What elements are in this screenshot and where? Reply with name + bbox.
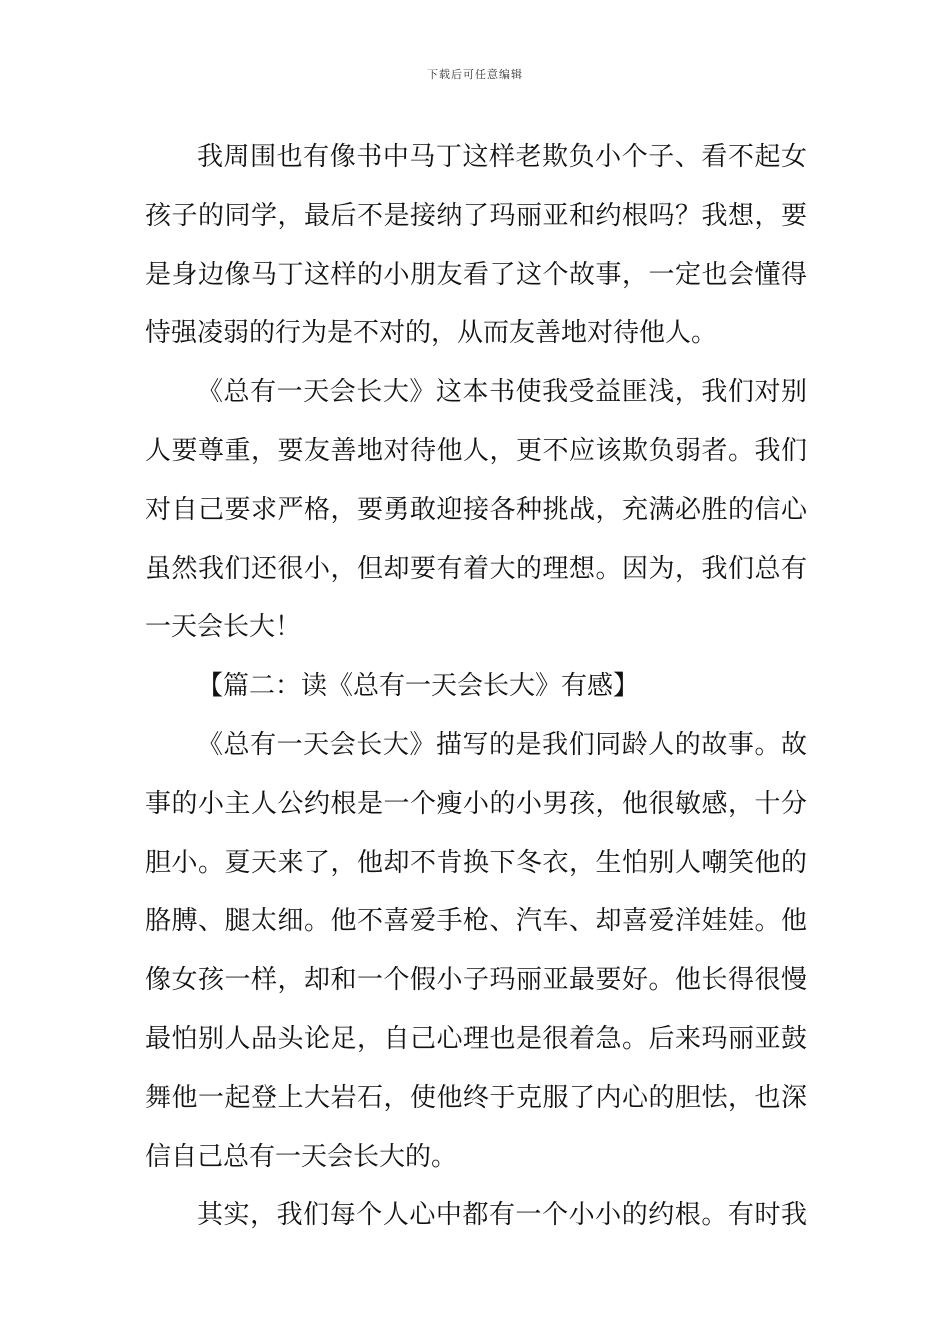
section-heading: 【篇二：读《总有一天会长大》有感】 xyxy=(197,671,640,702)
text-line: 舞他一起登上大岩石，使他终于克服了内心的胆怯，也深 xyxy=(145,1082,807,1113)
text-line: 胆小。夏天来了，他却不肯换下冬衣，生怕别人嘲笑他的 xyxy=(145,847,807,878)
text-line: 胳膊、腿太细。他不喜爱手枪、汽车、却喜爱洋娃娃。他 xyxy=(145,906,807,937)
text-line: 人要尊重，要友善地对待他人，更不应该欺负弱者。我们 xyxy=(145,435,807,466)
page-header: 下载后可任意编辑 xyxy=(427,68,523,81)
text-line: 《总有一天会长大》这本书使我受益匪浅，我们对别 xyxy=(197,377,807,408)
text-line: 我周围也有像书中马丁这样老欺负小个子、看不起女 xyxy=(197,142,807,172)
text-line: 《总有一天会长大》描写的是我们同龄人的故事。故 xyxy=(197,729,807,760)
text-line: 是身边像马丁这样的小朋友看了这个故事，一定也会懂得 xyxy=(145,259,807,290)
text-line: 孩子的同学，最后不是接纳了玛丽亚和约根吗？我想，要 xyxy=(145,200,807,231)
document-body xyxy=(145,128,807,1245)
text-line: 事的小主人公约根是一个瘦小的小男孩，他很敏感，十分 xyxy=(145,788,807,819)
text-line: 虽然我们还很小，但却要有着大的理想。因为，我们总有 xyxy=(145,553,807,584)
text-line: 信自己总有一天会长大的。 xyxy=(145,1141,458,1172)
text-line: 一天会长大！ xyxy=(145,612,302,643)
text-line: 最怕别人品头论足，自己心理也是很着急。后来玛丽亚鼓 xyxy=(145,1023,807,1054)
text-line: 对自己要求严格，要勇敢迎接各种挑战，充满必胜的信心 xyxy=(145,494,807,525)
text-line: 恃强凌弱的行为是不对的，从而友善地对待他人。 xyxy=(145,318,718,349)
text-line: 其实，我们每个人心中都有一个小小的约根。有时我 xyxy=(197,1200,807,1231)
text-line: 像女孩一样，却和一个假小子玛丽亚最要好。他长得很慢 xyxy=(145,965,807,996)
